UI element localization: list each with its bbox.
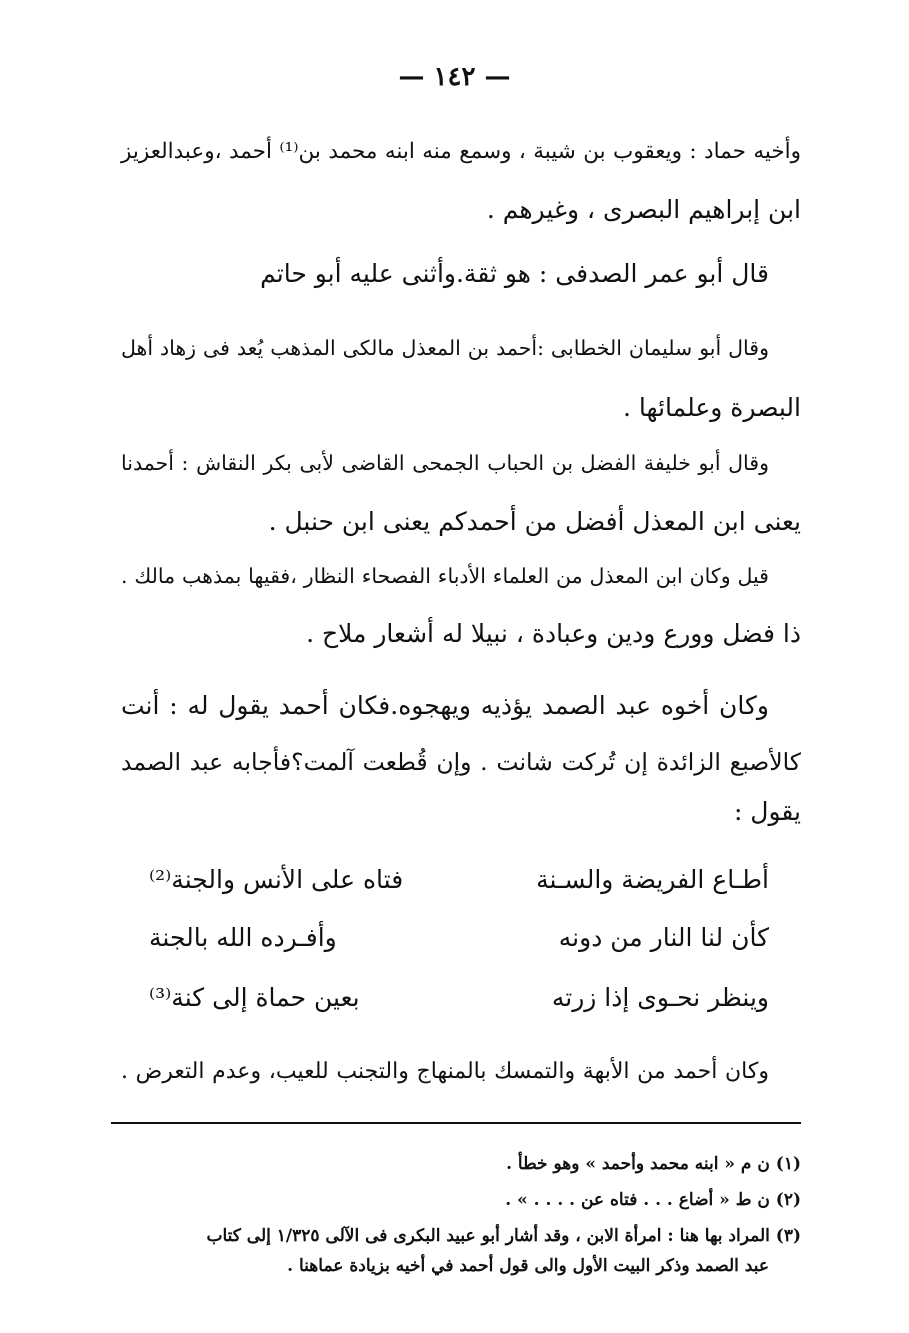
footnote-1: (١) ن م « ابنه محمد وأحمد » وهو خطأ . — [506, 1154, 801, 1174]
page-number: — ١٤٢ — — [398, 62, 511, 92]
body-line-4: وقال أبو سليمان الخطابى :أحمد بن المعذل مالكى المذهب يُعد فى زهاد أهل — [121, 336, 769, 360]
footnote-3: (٣) المراد بها هنا : امرأة الابن ، وقد أشار أبو عبيد البكرى فى الآلى ١/٣٢٥ إلى كتاب — [206, 1226, 801, 1246]
body-line-11: كالأصبع الزائدة إن تُركت شانت . وإن قُطعت آلمت؟فأجابه عبد الصمد — [121, 748, 801, 776]
verse-1 — [149, 862, 769, 902]
body-line-8: قيل وكان ابن المعذل من العلماء الأدباء الفصحاء النظار ،فقيها بمذهب مالك . — [121, 564, 769, 588]
verse-1-first-hemistich: أطـاع الفريضة والسـنة — [536, 865, 769, 894]
body-line-2: ابن إبراهيم البصرى ، وغيرهم . — [486, 195, 801, 224]
footnote-3-continuation: عبد الصمد وذكر البيت الأول والى قول أحمد في أخيه بزيادة عماهنا . — [287, 1256, 769, 1276]
body-line-3: قال أبو عمر الصدفى : هو ثقة.وأثنى عليه أبو حاتم — [260, 259, 769, 288]
footnote-divider — [111, 1122, 801, 1124]
verse-2 — [149, 920, 769, 960]
body-line-10: وكان أخوه عبد الصمد يؤذيه ويهجوه.فكان أحمد يقول له : أنت — [121, 691, 769, 720]
verse-3-first-hemistich: وينظر نحـوى إذا زرته — [551, 983, 769, 1012]
body-line-5: البصرة وعلمائها . — [623, 393, 801, 422]
verse-2-first-hemistich: كأن لنا النار من دونه — [558, 923, 769, 952]
verse-2-second-hemistich: وأفـرده الله بالجنة — [149, 923, 337, 952]
verse-1-second-hemistich: فتاه على الأنس والجنة⁽²⁾ — [149, 865, 404, 894]
body-line-1: وأخيه حماد : ويعقوب بن شيبة ، وسمع منه ابنه محمد بن⁽¹⁾ أحمد ،وعبدالعزيز — [121, 139, 801, 164]
verse-3-second-hemistich: بعين حماة إلى كنة⁽³⁾ — [149, 983, 360, 1012]
body-line-12: يقول : — [733, 797, 801, 826]
footnote-2: (٢) ن ط « أضاع . . . فتاه عن . . . . » . — [505, 1190, 801, 1210]
body-line-7: يعنى ابن المعذل أفضل من أحمدكم يعنى ابن حنبل . — [268, 507, 801, 536]
closing-line: وكان أحمد من الأبهة والتمسك بالمنهاج والتجنب للعيب، وعدم التعرض . — [121, 1059, 769, 1084]
body-line-6: وقال أبو خليفة الفضل بن الحباب الجمحى القاضى لأبى بكر النقاش : أحمدنا — [121, 451, 769, 475]
verse-3 — [149, 980, 769, 1020]
body-line-9: ذا فضل وورع ودين وعبادة ، نبيلا له أشعار ملاح . — [306, 619, 801, 648]
